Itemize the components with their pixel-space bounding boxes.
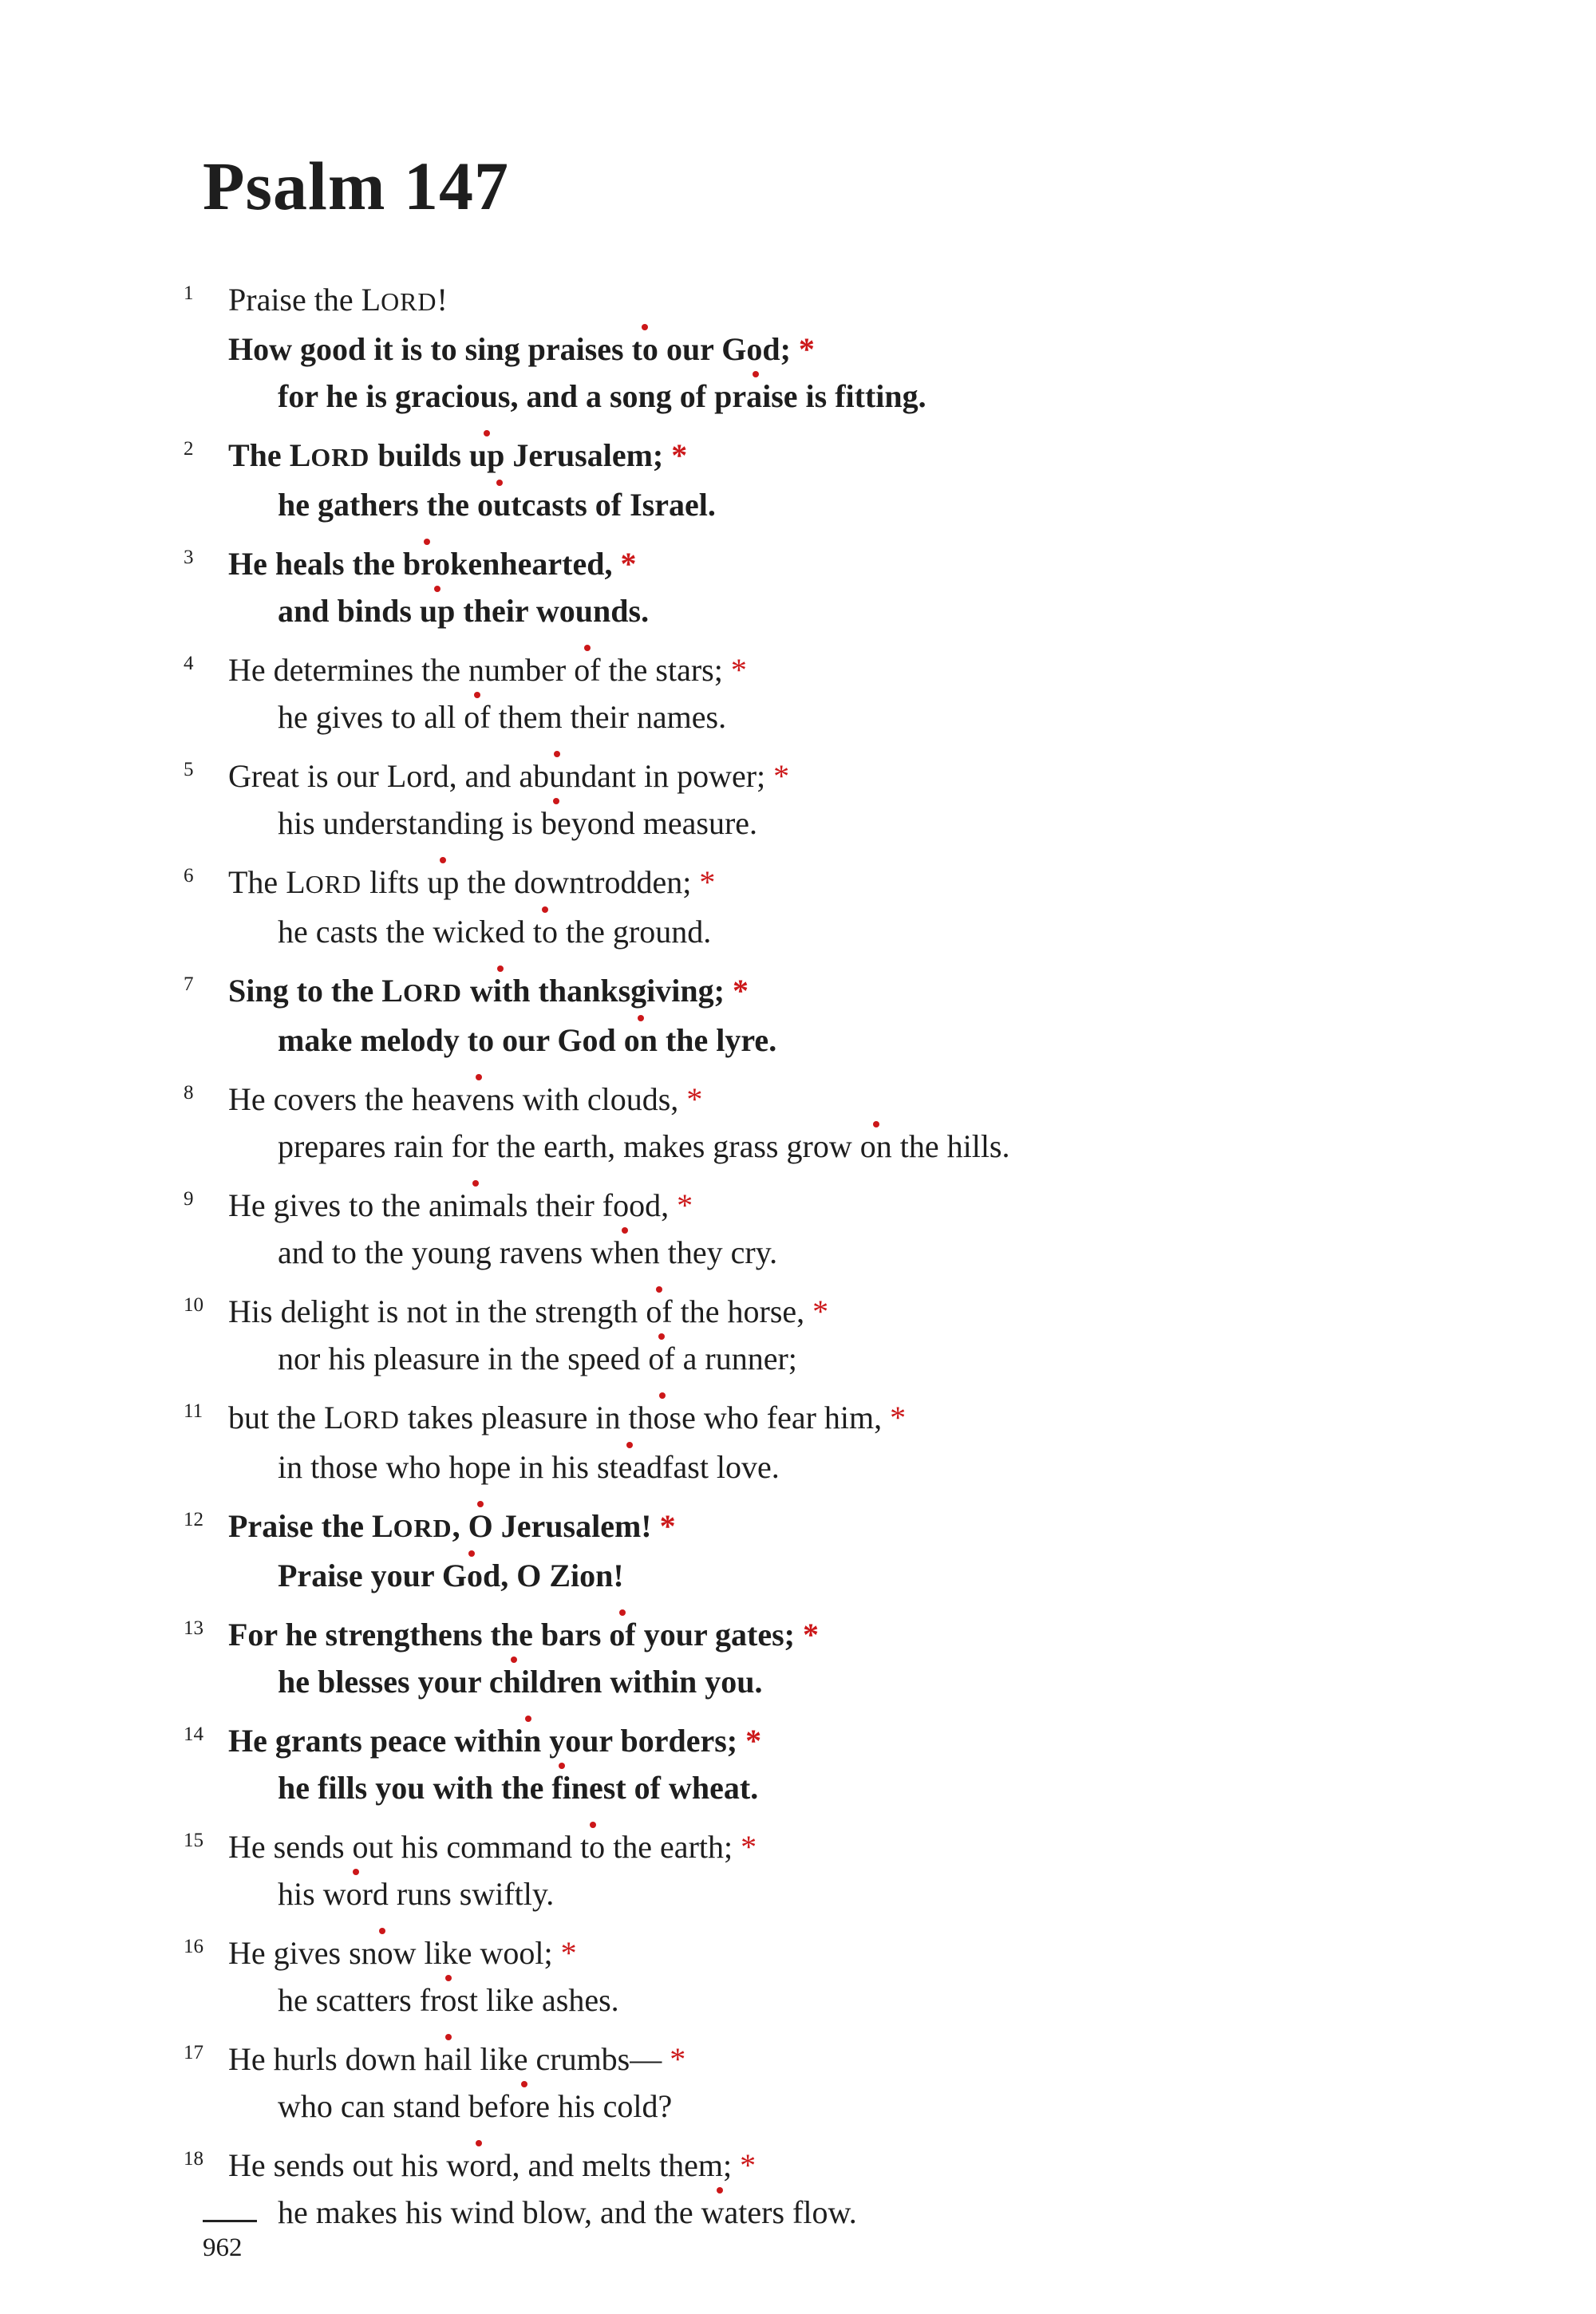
psalm-line: 6 The LORD lifts up the downtrodden; * [184, 852, 1596, 908]
chant-point-dot: on [859, 1128, 892, 1164]
chant-point-dot: word [322, 1876, 389, 1912]
verse-6 [184, 852, 1596, 955]
psalm-line: and binds up their wounds. [278, 593, 650, 629]
psalm-line: he blesses your children within you. [278, 1664, 763, 1700]
psalm-line: in those who hope in his steadfast love. [278, 1449, 780, 1485]
chant-point-dot: snow [349, 1935, 417, 1971]
psalm-line: 4 He determines the number of the stars; * [184, 640, 1596, 693]
chant-point-dot: fore [498, 2088, 550, 2124]
asterisk-mark: * [620, 546, 637, 582]
asterisk-mark: * [699, 864, 716, 900]
verse-7 [184, 961, 1596, 1064]
divine-name-small-caps: LORD [323, 1400, 400, 1435]
psalm-line: 9 He gives to the animals their food, * [184, 1175, 1596, 1229]
chant-point-dot: O [468, 1508, 493, 1544]
psalm-text [184, 270, 1596, 2236]
psalm-line: he makes his wind blow, and the waters flow. [278, 2194, 857, 2230]
verse-number: 14 [184, 1724, 203, 1745]
psalm-title: Psalm 147 [203, 148, 510, 224]
chant-point-dot: to [580, 1829, 606, 1865]
asterisk-mark: * [890, 1400, 907, 1435]
psalm-line: 2 The LORD builds up Jerusalem; * [184, 425, 1596, 481]
verse-8 [184, 1069, 1596, 1170]
chant-point-dot: God [441, 1558, 501, 1593]
asterisk-mark: * [740, 2147, 757, 2183]
chant-point-dot: of [574, 652, 601, 688]
verse-10 [184, 1281, 1596, 1382]
verse-number: 5 [184, 759, 194, 780]
verse-number: 18 [184, 2148, 203, 2170]
asterisk-mark: * [802, 1617, 819, 1653]
asterisk-mark: * [741, 1829, 757, 1865]
psalm-line: and to the young ravens when they cry. [278, 1234, 778, 1270]
verse-number: 8 [184, 1082, 194, 1104]
psalm-line: How good it is to sing praises to our God; * [228, 331, 815, 367]
verse-16 [184, 1923, 1596, 2024]
asterisk-mark: * [677, 1187, 693, 1223]
psalm-line: he casts the wicked to the ground. [278, 914, 712, 950]
chant-point-dot: of [646, 1293, 673, 1329]
verse-13 [184, 1605, 1596, 1705]
asterisk-mark: * [732, 973, 749, 1009]
verse-12 [184, 1496, 1596, 1599]
psalm-line: he fills you with the finest of wheat. [278, 1770, 759, 1806]
asterisk-mark: * [745, 1723, 762, 1759]
verse-number: 13 [184, 1617, 203, 1639]
psalm-line: 13 For he strengthens the bars of your gates; * [184, 1605, 1596, 1658]
chant-point-dot: up [427, 864, 460, 900]
chant-point-dot: out [476, 487, 522, 523]
psalm-line: 3 He heals the brokenhearted, * [184, 534, 1596, 587]
psalm-line: make melody to our God on the lyre. [278, 1022, 777, 1058]
psalm-line: 15 He sends out his command to the earth; * [184, 1817, 1596, 1870]
psalm-line: 7 Sing to the LORD with thanksgiving; * [184, 961, 1596, 1017]
psalm-line: 17 He hurls down hail like crumbs— * [184, 2029, 1596, 2083]
verse-15 [184, 1817, 1596, 1917]
psalm-line: 14 He grants peace within your borders; * [184, 1711, 1596, 1764]
verse-number: 2 [184, 438, 194, 460]
verse-4 [184, 640, 1596, 740]
divine-name-small-caps: LORD [286, 864, 362, 900]
verse-number: 11 [184, 1400, 203, 1422]
chant-point-dot: ven [456, 1081, 503, 1117]
psalm-line: prepares rain for the earth, makes grass grow on the hills. [278, 1128, 1010, 1164]
asterisk-mark: * [659, 1508, 676, 1544]
psalm-line: nor his pleasure in the speed of a runner; [278, 1341, 797, 1376]
verse-number: 15 [184, 1830, 203, 1851]
chant-point-dot: up [419, 593, 456, 629]
verse-5 [184, 746, 1596, 847]
verse-17 [184, 2029, 1596, 2130]
chant-point-dot: chil [488, 1664, 539, 1700]
verse-11 [184, 1388, 1596, 1491]
chant-point-dot: of [648, 1341, 675, 1376]
verse-number: 1 [184, 282, 194, 304]
verse-number: 3 [184, 547, 194, 568]
chant-point-dot: be [540, 805, 571, 841]
psalm-line: he gathers the outcasts of Israel. [278, 487, 716, 523]
chant-point-dot: of [609, 1617, 636, 1653]
chant-point-dot: praise [714, 378, 798, 414]
verse-2 [184, 425, 1596, 528]
verse-number: 10 [184, 1294, 203, 1316]
verse-number: 6 [184, 865, 194, 887]
divine-name-small-caps: LORD [381, 973, 462, 1009]
verse-9 [184, 1175, 1596, 1276]
asterisk-mark: * [812, 1293, 829, 1329]
chant-point-dot: bro [402, 546, 451, 582]
chant-point-dot: when [591, 1234, 660, 1270]
verse-1 [184, 270, 1596, 420]
psalm-line: he scatters frost like ashes. [278, 1982, 619, 2018]
chant-point-dot: hail [424, 2041, 472, 2077]
verse-number: 9 [184, 1188, 194, 1210]
psalm-line: 11 but the LORD takes pleasure in those who fear him, * [184, 1388, 1596, 1443]
chant-point-dot: to [532, 914, 559, 950]
chant-point-dot: fi [551, 1770, 571, 1806]
chant-point-dot: to [631, 331, 658, 367]
verse-14 [184, 1711, 1596, 1811]
verse-number: 4 [184, 653, 194, 674]
chant-point-dot: of [464, 699, 491, 735]
chant-point-dot: frost [419, 1982, 479, 2018]
asterisk-mark: * [560, 1935, 577, 1971]
chant-point-dot: those [628, 1400, 696, 1435]
verse-18 [184, 2135, 1596, 2236]
asterisk-mark: * [686, 1081, 703, 1117]
psalm-line: 16 He gives snow like wool; * [184, 1923, 1596, 1976]
chant-point-dot: on [623, 1022, 658, 1058]
divine-name-small-caps: LORD [361, 282, 437, 318]
psalm-line: his word runs swiftly. [278, 1876, 555, 1912]
chant-point-dot: stead [596, 1449, 663, 1485]
verse-number: 7 [184, 973, 194, 995]
verse-number: 17 [184, 2042, 203, 2063]
psalm-line: 5 Great is our Lord, and abundant in power; * [184, 746, 1596, 800]
psalm-line: 12 Praise the LORD, O Jerusalem! * [184, 1496, 1596, 1552]
divine-name-small-caps: LORD [289, 437, 370, 473]
psalm-line: 1 Praise the LORD! [184, 270, 1596, 326]
footer-rule [203, 2220, 257, 2222]
page-number: 962 [203, 2233, 243, 2262]
chant-point-dot: up [468, 437, 505, 473]
chant-point-dot: word [446, 2147, 512, 2183]
psalm-line: 18 He sends out his word, and melts them; * [184, 2135, 1596, 2189]
psalm-line: he gives to all of them their names. [278, 699, 727, 735]
psalm-line: 10 His delight is not in the strength of the horse, * [184, 1281, 1596, 1335]
asterisk-mark: * [798, 331, 815, 367]
psalm-line: Praise your God, O Zion! [278, 1558, 624, 1593]
chant-point-dot: in [514, 1723, 542, 1759]
page-footer [203, 2220, 257, 2265]
verse-3 [184, 534, 1596, 634]
asterisk-mark: * [671, 437, 688, 473]
chant-point-dot: im [458, 1187, 493, 1223]
psalm-line: who can stand before his cold? [278, 2088, 673, 2124]
asterisk-mark: * [773, 758, 790, 794]
verse-number: 16 [184, 1936, 203, 1957]
asterisk-mark: * [670, 2041, 686, 2077]
chant-point-dot: bun [533, 758, 582, 794]
psalm-line: 8 He covers the heavens with clouds, * [184, 1069, 1596, 1123]
divine-name-small-caps: LORD [371, 1508, 452, 1544]
psalm-line: for he is gracious, and a song of praise is fitting. [278, 378, 926, 414]
asterisk-mark: * [730, 652, 747, 688]
chant-point-dot: with [469, 973, 531, 1009]
psalm-line: his understanding is beyond measure. [278, 805, 758, 841]
verse-number: 12 [184, 1509, 203, 1530]
chant-point-dot: wa [701, 2194, 739, 2230]
